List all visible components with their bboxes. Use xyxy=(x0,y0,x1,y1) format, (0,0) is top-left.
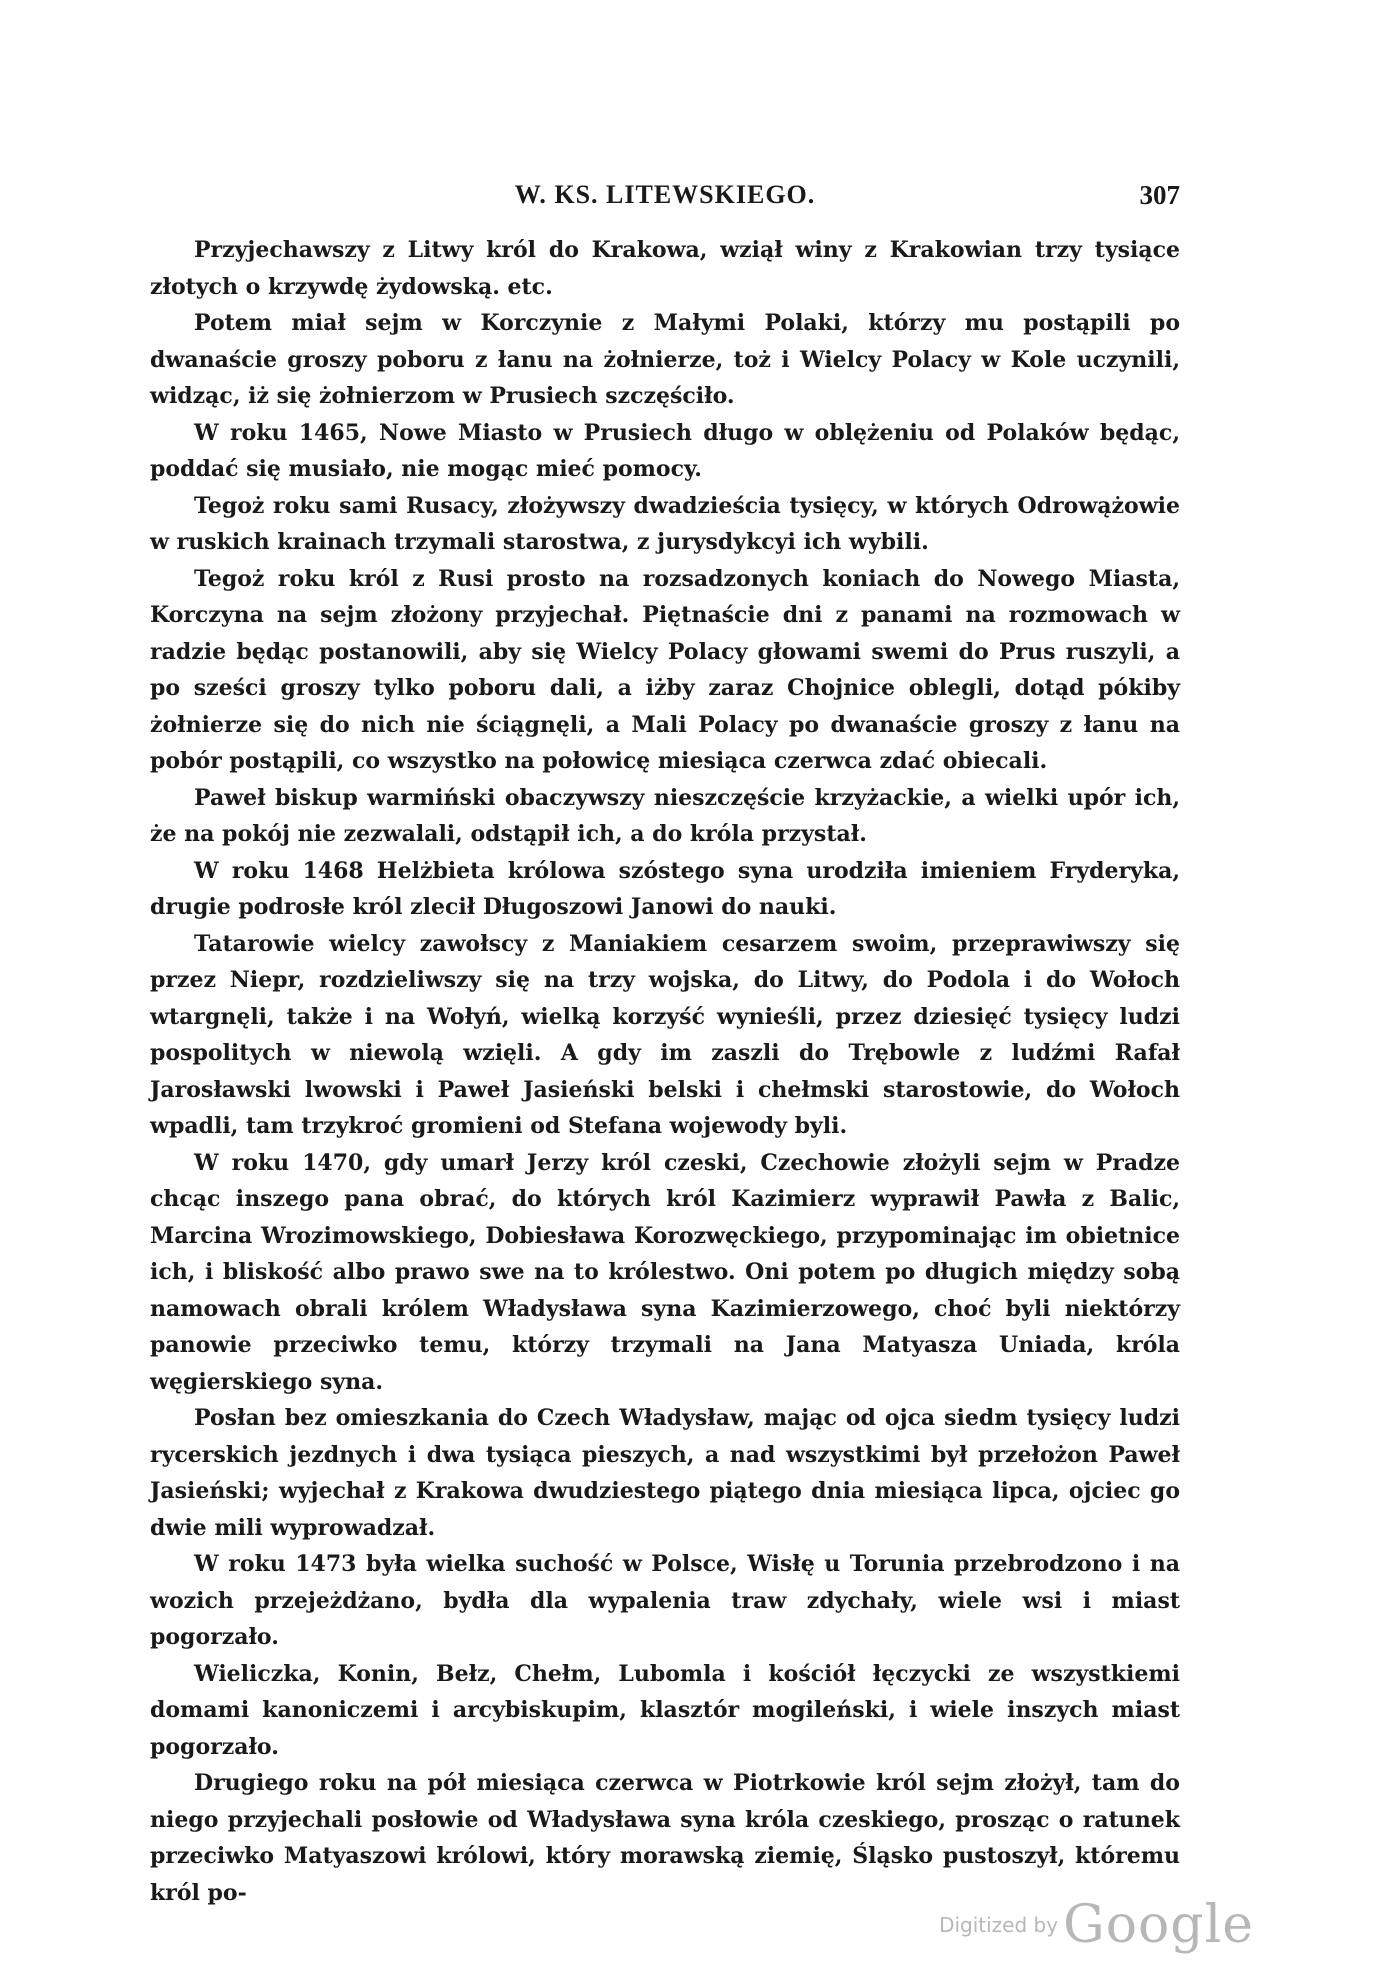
paragraph: Potem miał sejm w Korczynie z Małymi Polaki, którzy mu postąpili po dwanaście groszy poboru z łanu na żołnierze, toż i Wielcy Polacy w Kole uczynili, widząc, iż się żołnierzom w Prusiech szczęściło. xyxy=(150,310,1180,409)
paragraph: Tatarowie wielcy zawołscy z Maniakiem cesarzem swoim, przeprawiwszy się przez Niepr, rozdzieliwszy się na trzy wojska, do Litwy, do Podola i do Wołoch wtargnęli, także i na Wołyń, wielką korzyść wynieśli, przez dziesięć tysięcy ludzi pospolitych w niewolą wzięli. A gdy im zaszli do Trębowle z ludźmi Rafał Jarosławski lwowski i Paweł Jasieński belski i chełmski starostowie, do Wołoch wpadli, tam trzykroć gromieni od Stefana wojewody byli. xyxy=(150,930,1180,1139)
paragraph: W roku 1473 była wielka suchość w Polsce, Wisłę u Torunia przebrodzono i na wozich przejeżdżano, bydła dla wypalenia traw zdychały, wiele wsi i miast pogorzało. xyxy=(150,1551,1180,1650)
paragraph: Paweł biskup warmiński obaczywszy nieszczęście krzyżackie, a wielki upór ich, że na pokój nie zezwalali, odstąpił ich, a do króla przystał. xyxy=(150,784,1180,847)
paragraph: W roku 1468 Helżbieta królowa szóstego syna urodziła imieniem Fryderyka, drugie podrosłe król zlecił Długoszowi Janowi do nauki. xyxy=(150,857,1180,920)
page-number: 307 xyxy=(1139,180,1180,210)
digitized-watermark xyxy=(939,1895,1254,1955)
paragraph: W roku 1465, Nowe Miasto w Prusiech długo w oblężeniu od Polaków będąc, poddać się musiało, nie mogąc mieć pomocy. xyxy=(150,419,1180,482)
google-logo: Google xyxy=(1063,1895,1254,1955)
paragraph: Drugiego roku na pół miesiąca czerwca w Piotrkowie król sejm złożył, tam do niego przyjechali posłowie od Władysława syna króla czeskiego, prosząc o ratunek przeciwko Matyaszowi królowi, który morawską ziemię, Śląsko pustoszył, któremu król po- xyxy=(150,1770,1180,1906)
paragraph: Wieliczka, Konin, Bełz, Chełm, Lubomla i kościół łęczycki ze wszystkiemi domami kanoniczemi i arcybiskupim, klasztór mogileński, i wiele inszych miast pogorzało. xyxy=(150,1660,1180,1760)
paragraph: Posłan bez omieszkania do Czech Władysław, mając od ojca siedm tysięcy ludzi rycerskich jezdnych i dwa tysiąca pieszych, a nad wszystkimi był przełożon Paweł Jasieński; wyjechał z Krakowa dwudziestego piątego dnia miesiąca lipca, ojciec go dwie mili wyprowadzał. xyxy=(150,1405,1180,1541)
paragraph: W roku 1470, gdy umarł Jerzy król czeski, Czechowie złożyli sejm w Pradze chcąc inszego pana obrać, do których król Kazimierz wyprawił Pawła z Balic, Marcina Wrozimowskiego, Dobiesława Korozwęckiego, przypominając im obietnice ich, i bliskość albo prawo swe na to królestwo. Oni potem po długich między sobą namowach obrali królem Władysława syna Kazimierzowego, choć byli niektórzy panowie przeciwko temu, którzy trzymali na Jana Matyasza Uniada, króla węgierskiego syna. xyxy=(150,1149,1180,1395)
paragraph: Przyjechawszy z Litwy król do Krakowa, wziął winy z Krakowian trzy tysiące złotych o krzywdę żydowską. etc. xyxy=(150,237,1180,300)
paragraph: Tegoż roku sami Rusacy, złożywszy dwadzieścia tysięcy, w których Odrowążowie w ruskich krainach trzymali starostwa, z jurysdykcyi ich wybili. xyxy=(150,492,1180,555)
body-text xyxy=(150,232,1180,1911)
running-title: W. KS. LITEWSKIEGO. xyxy=(514,180,816,209)
digitized-label: Digitized by xyxy=(939,1913,1059,1937)
paragraph: Tegoż roku król z Rusi prosto na rozsadzonych koniach do Nowego Miasta, Korczyna na sejm złożony przyjechał. Piętnaście dni z panami na rozmowach w radzie będąc postanowili, aby się Wielcy Polacy głowami swemi do Prus ruszyli, a po sześci groszy tylko poboru dali, a iżby zaraz Chojnice oblegli, dotąd pókiby żołnierze się do nich nie ściągnęli, a Mali Polacy po dwanaście groszy z łanu na pobór postąpili, co wszystko na połowicę miesiąca czerwca zdać obiecali. xyxy=(150,565,1180,774)
page-header xyxy=(150,180,1180,220)
